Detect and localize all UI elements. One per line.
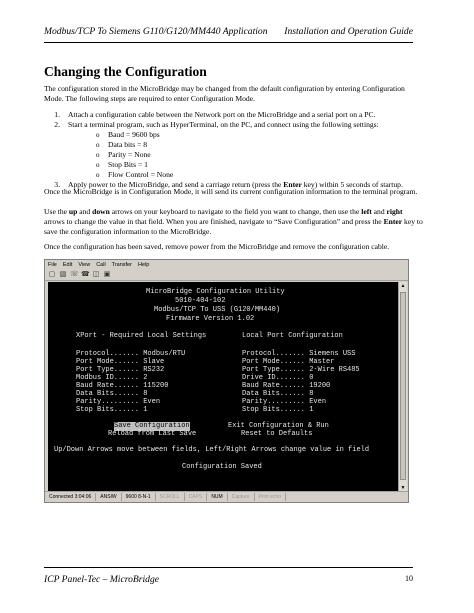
scroll-up-icon[interactable]: ▲ [400, 283, 406, 289]
page-number: 10 [405, 574, 413, 583]
connect-icon[interactable]: ☏ [70, 270, 79, 278]
status-bar [45, 491, 408, 502]
status-num: NUM [207, 493, 227, 501]
local-port-heading: Local Port Configuration [242, 332, 343, 340]
footer-title: ICP Panel-Tec – MicroBridge [44, 574, 160, 585]
reload-option[interactable]: Reload from Last Save [108, 430, 197, 438]
product-name: Modbus/TCP To USS (G120/MM440) [154, 306, 281, 314]
menu-bar [45, 260, 408, 269]
header-guide-name: Installation and Operation Guide [284, 26, 413, 37]
status-scroll: SCROLL [156, 493, 185, 501]
help-line: Up/Down Arrows move between fields, Left/Right Arrows change value in field [54, 446, 370, 454]
xport-protocol[interactable]: Protocol....... Modbus/RTU [76, 350, 186, 358]
local-port-type[interactable]: Port Type...... 2-Wire RS485 [242, 366, 360, 374]
step-2: 2. Start a terminal program, such as HyperTerminal, on the PC, and connect using the following settings: [54, 120, 379, 129]
local-port-mode[interactable]: Port Mode...... Master [242, 358, 335, 366]
status-port-settings: 9600 8-N-1 [122, 493, 156, 501]
exit-configuration-option[interactable]: Exit Configuration & Run [228, 422, 329, 430]
local-data-bits[interactable]: Data Bits...... 8 [242, 390, 314, 398]
terminal-screen[interactable] [48, 282, 398, 492]
menu-help[interactable]: Help [137, 261, 150, 268]
header-title: Modbus/TCP To Siemens G110/G120/MM440 Application [44, 26, 268, 37]
hyperterminal-window [44, 259, 409, 503]
status-emulation: ANSIW [96, 493, 121, 501]
scroll-down-icon[interactable]: ▼ [400, 485, 406, 491]
step-3: 3. Apply power to the MicroBridge, and send a carriage return (press the Enter key) within 5 seconds of startup. [54, 180, 403, 189]
config-mode-paragraph: Once the MicroBridge is in Configuration Mode, it will send its current configuration information to the terminal program. [44, 187, 418, 196]
local-stop-bits[interactable]: Stop Bits...... 1 [242, 406, 314, 414]
menu-call[interactable]: Call [96, 261, 106, 268]
setting-item: o Data bits = 8 [96, 140, 148, 149]
xport-settings-heading: XPort - Required Local Settings [76, 332, 207, 340]
xport-port-mode[interactable]: Port Mode...... Slave [76, 358, 165, 366]
xport-data-bits[interactable]: Data Bits...... 8 [76, 390, 148, 398]
xport-baud-rate[interactable]: Baud Rate...... 115200 [76, 382, 169, 390]
utility-title: MicroBridge Configuration Utility [146, 288, 285, 296]
save-paragraph: Once the configuration has been saved, remove power from the MicroBridge and remove the configuration cable. [44, 242, 390, 251]
xport-port-type[interactable]: Port Type...... RS232 [76, 366, 165, 374]
page-footer [44, 574, 413, 585]
open-folder-icon[interactable]: ▧ [59, 270, 67, 278]
status-message: Configuration Saved [182, 463, 262, 471]
menu-file[interactable]: File [48, 261, 57, 268]
header-rule [44, 42, 413, 43]
setting-item: o Baud = 9600 bps [96, 130, 160, 139]
send-icon[interactable]: ◫ [92, 270, 100, 278]
toolbar [45, 269, 408, 281]
menu-edit[interactable]: Edit [62, 261, 73, 268]
intro-paragraph: The configuration stored in the MicroBridge may be changed from the default configuration by entering Configuration Mode. The following steps are required to enter Configuration Mode. [44, 84, 405, 103]
status-capture: Capture [228, 493, 255, 501]
xport-modbus-id[interactable]: Modbus ID...... 2 [76, 374, 148, 382]
xport-parity[interactable]: Parity......... Even [76, 398, 161, 406]
footer-rule [44, 567, 413, 568]
menu-view[interactable]: View [78, 261, 91, 268]
menu-transfer[interactable]: Transfer [111, 261, 132, 268]
local-drive-id[interactable]: Drive ID....... 0 [242, 374, 314, 382]
step-1: 1. Attach a configuration cable between the Network port on the MicroBridge and a serial port on a PC. [54, 110, 376, 119]
setting-item: o Stop Bits = 1 [96, 160, 148, 169]
part-number: 5010-404-102 [175, 297, 226, 305]
section-title: Changing the Configuration [44, 64, 207, 79]
local-parity[interactable]: Parity......... Even [242, 398, 327, 406]
vertical-scrollbar[interactable] [398, 282, 407, 492]
navigation-paragraph: Use the up and down arrows on your keyboard to navigate to the field you want to change, then use the left and right arrows to change the value in that field. When you are finished, navigate to “Save Configuration” and press the Enter key to save the configuration information to the MicroBridge. [44, 207, 423, 236]
status-caps: CAPS [185, 493, 208, 501]
local-protocol[interactable]: Protocol....... Siemens USS [242, 350, 356, 358]
firmware-version: Firmware Version 1.02 [166, 315, 255, 323]
reset-defaults-option[interactable]: Reset to Defaults [241, 430, 313, 438]
setting-item: o Flow Control = None [96, 170, 174, 179]
steps-list [44, 110, 424, 190]
local-baud-rate[interactable]: Baud Rate...... 19200 [242, 382, 331, 390]
status-print-echo: Print echo [255, 493, 287, 501]
properties-icon[interactable]: ▣ [103, 270, 111, 278]
scroll-thumb[interactable] [400, 292, 406, 480]
page-header [44, 26, 413, 37]
disconnect-icon[interactable]: ☎ [81, 270, 90, 278]
new-file-icon[interactable]: ▢ [48, 270, 56, 278]
settings-list [44, 130, 424, 180]
setting-item: o Parity = None [96, 150, 151, 159]
save-configuration-option[interactable]: Save Configuration [114, 422, 190, 430]
xport-stop-bits[interactable]: Stop Bits...... 1 [76, 406, 148, 414]
status-connected: Connected 3:04:06 [45, 493, 96, 501]
